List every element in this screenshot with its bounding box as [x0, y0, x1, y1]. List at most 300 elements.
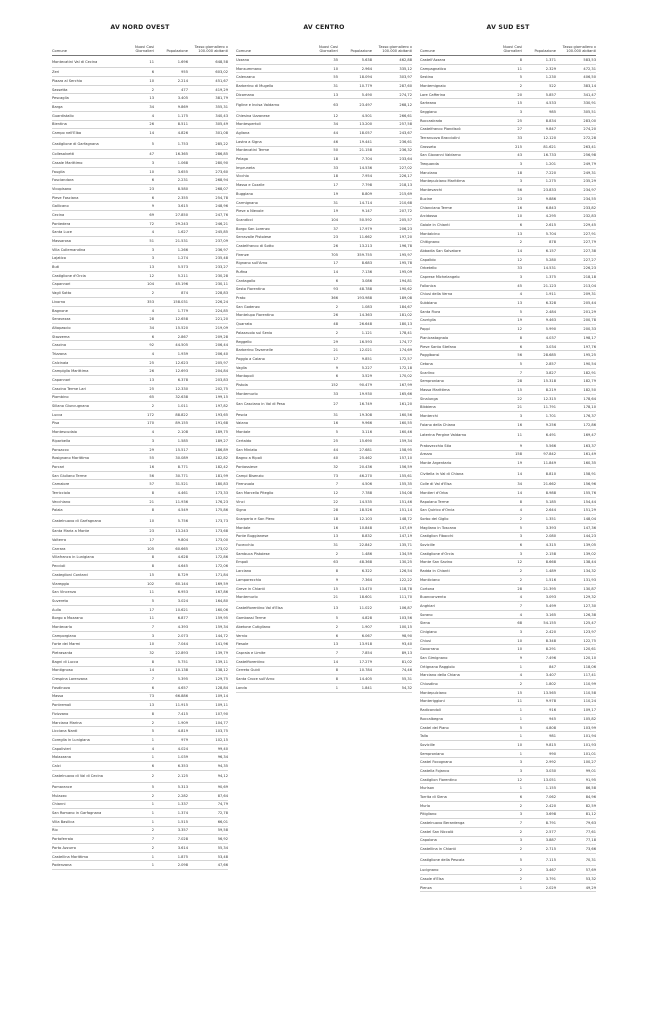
cell-popolazione: 981: [549, 734, 556, 739]
cell-nuovi-casi: 3: [519, 109, 522, 114]
cell-tasso: 274,72: [399, 92, 412, 97]
table-row: [236, 346, 412, 355]
cell-popolazione: 15.520: [175, 325, 188, 330]
table-row: [52, 727, 228, 736]
cell-nuovi-casi: 15: [517, 387, 522, 392]
cell-popolazione: 193.988: [357, 296, 372, 301]
cell-nuovi-casi: 17: [149, 538, 154, 543]
cell-tasso: 101,94: [583, 734, 596, 739]
cell-nuovi-casi: 13: [333, 534, 338, 539]
cell-popolazione: 6.491: [545, 433, 556, 438]
cell-popolazione: 1.068: [177, 160, 188, 165]
cell-comune: Semproniano: [420, 379, 444, 384]
cell-comune: Castiglione d'Orcia: [420, 551, 454, 556]
cell-tasso: 406,50: [583, 75, 596, 80]
cell-nuovi-casi: 18: [333, 517, 338, 521]
cell-comune: Altopascio: [52, 325, 71, 330]
table-row: [420, 442, 596, 451]
table-row: [52, 606, 228, 615]
cell-popolazione: 4.315: [545, 543, 556, 548]
table-row: [52, 77, 228, 86]
cell-tasso: 101,01: [583, 751, 596, 756]
cell-nuovi-casi: 6: [151, 195, 154, 200]
table-row: [420, 837, 596, 846]
cell-tasso: 268,07: [215, 186, 228, 191]
cell-nuovi-casi: 8: [335, 569, 338, 574]
cell-tasso: 215,69: [399, 191, 412, 196]
table-row: [52, 554, 228, 563]
table-row: [52, 762, 228, 771]
cell-nuovi-casi: 7: [335, 651, 338, 656]
cell-tasso: 167,99: [399, 382, 412, 387]
cell-popolazione: 25.462: [359, 456, 372, 461]
cell-popolazione: 11.849: [543, 461, 556, 466]
cell-nuovi-casi: 19: [517, 461, 522, 466]
cell-tasso: 257,58: [399, 122, 412, 127]
cell-comune: Cetona: [420, 361, 433, 366]
cell-popolazione: 14.714: [359, 200, 372, 205]
cell-popolazione: 44.505: [175, 343, 188, 348]
cell-tasso: 135,71: [399, 543, 412, 548]
cell-tasso: 603,02: [215, 70, 228, 75]
cell-comune: Castel del Piano: [420, 725, 449, 730]
cell-nuovi-casi: 44: [333, 447, 338, 452]
cell-tasso: 169,59: [215, 581, 228, 586]
cell-tasso: 303,97: [399, 75, 412, 80]
cell-comune: Calenzano: [236, 75, 255, 80]
cell-tasso: 230,11: [215, 282, 228, 287]
cell-nuovi-casi: 7: [151, 624, 154, 629]
cell-nuovi-casi: 2: [519, 517, 522, 521]
table-row: [52, 411, 228, 420]
table-row: [52, 94, 228, 103]
cell-comune: Castiglione della Pescaia: [420, 857, 465, 862]
cell-tasso: 229,45: [583, 222, 596, 227]
cell-tasso: 174,77: [399, 339, 412, 344]
cell-tasso: 66,01: [217, 819, 228, 824]
table-row: [52, 263, 228, 272]
cell-tasso: 180,83: [215, 482, 228, 487]
cell-comune: Greve in Chianti: [236, 586, 265, 591]
cell-comune: San Casciano in Val di Pesa: [236, 402, 285, 407]
table-row: [52, 597, 228, 606]
cell-comune: Sassetta: [52, 87, 68, 92]
table-row: [236, 199, 412, 208]
cell-comune: Carmignano: [236, 200, 258, 205]
table-row: [236, 294, 412, 303]
cell-tasso: 335,12: [399, 66, 412, 71]
cell-nuovi-casi: 102: [147, 581, 154, 586]
cell-comune: Roccastrada: [420, 118, 443, 123]
cell-tasso: 127,30: [583, 603, 596, 608]
table-row: [236, 207, 412, 216]
cell-tasso: 74,79: [217, 802, 228, 807]
cell-comune: Rosignano Marittimo: [52, 456, 90, 461]
cell-comune: Barga: [52, 104, 63, 109]
table-row: [420, 550, 596, 559]
cell-tasso: 160,56: [399, 412, 412, 417]
table-row: [52, 536, 228, 545]
cell-tasso: 206,44: [215, 343, 228, 348]
cell-comune: Lucca: [52, 412, 63, 417]
cell-tasso: 165,66: [399, 391, 412, 396]
cell-comune: Montescudaio: [52, 430, 78, 435]
cell-nuovi-casi: 4: [151, 230, 154, 235]
cell-nuovi-casi: 14: [517, 471, 522, 476]
cell-comune: Casale Marittimo: [52, 160, 83, 165]
table-row: [236, 480, 412, 489]
cell-popolazione: 3.405: [177, 96, 188, 101]
cell-nuovi-casi: 10: [149, 642, 154, 647]
table-row: [236, 390, 412, 399]
cell-comune: Peccioli: [52, 564, 66, 569]
cell-nuovi-casi: 46: [333, 139, 338, 144]
table-row: [420, 238, 596, 247]
cell-nuovi-casi: 3: [151, 256, 154, 261]
cell-popolazione: 15.517: [175, 447, 188, 452]
table-row: [236, 91, 412, 100]
cell-comune: Scandicci: [236, 217, 253, 222]
cell-comune: San Godenzo: [236, 304, 260, 309]
cell-comune: Montalcino: [420, 231, 440, 236]
cell-comune: Poggibonsi: [420, 353, 440, 358]
cell-tasso: 181,02: [399, 313, 412, 318]
cell-tasso: 77,18: [585, 838, 596, 843]
cell-nuovi-casi: 10: [333, 66, 338, 71]
cell-nuovi-casi: 4: [151, 351, 154, 356]
cell-popolazione: 31.521: [175, 482, 188, 487]
cell-tasso: 236,61: [399, 139, 412, 144]
cell-popolazione: 60.144: [175, 581, 188, 586]
cell-tasso: 70,31: [585, 857, 596, 862]
table-row: [236, 56, 412, 65]
cell-nuovi-casi: 13: [149, 265, 154, 270]
cell-comune: Montignoso: [52, 668, 73, 673]
cell-popolazione: 16.749: [359, 402, 372, 407]
cell-nuovi-casi: 12: [517, 257, 522, 262]
table-row: [420, 498, 596, 507]
cell-tasso: 158,95: [399, 447, 412, 452]
cell-nuovi-casi: 10: [517, 742, 522, 747]
cell-tasso: 55,31: [401, 677, 412, 682]
cell-nuovi-casi: 6: [335, 633, 338, 638]
cell-nuovi-casi: 35: [333, 57, 338, 62]
cell-nuovi-casi: 14: [333, 270, 338, 275]
cell-comune: Pescaglia: [52, 96, 69, 101]
table-row: [236, 129, 412, 138]
cell-nuovi-casi: 6: [519, 344, 522, 349]
cell-popolazione: 12.623: [175, 360, 188, 365]
cell-popolazione: 15.690: [359, 438, 372, 443]
cell-nuovi-casi: 1: [519, 734, 522, 739]
cell-popolazione: 22.893: [175, 651, 188, 656]
cell-popolazione: 13.918: [359, 642, 372, 647]
table-row: [52, 861, 228, 870]
cell-nuovi-casi: 22: [517, 396, 522, 401]
cell-tasso: 111,70: [399, 595, 412, 600]
cell-tasso: 195,97: [399, 252, 412, 257]
cell-comune: Santa Luce: [52, 230, 72, 235]
cell-popolazione: 7.044: [177, 642, 188, 647]
cell-tasso: 226,23: [583, 266, 596, 271]
cell-popolazione: 19.308: [359, 412, 372, 417]
cell-comune: Barberino Tavarnelle: [236, 348, 273, 353]
cell-tasso: 170,02: [399, 374, 412, 379]
table-row: [420, 680, 596, 689]
table-row: [420, 265, 596, 274]
cell-comune: Radicondoli: [420, 708, 441, 713]
cell-tasso: 181,99: [215, 473, 228, 478]
cell-tasso: 272,28: [583, 136, 596, 141]
cell-tasso: 172,06: [215, 564, 228, 569]
cell-tasso: 94,35: [217, 763, 228, 768]
cell-popolazione: 1.274: [177, 256, 188, 261]
cell-comune: Montale: [236, 525, 251, 530]
cell-tasso: 207,72: [399, 209, 412, 214]
cell-tasso: 109,11: [215, 703, 228, 708]
table-row: [236, 446, 412, 455]
cell-comune: Montemurlo: [236, 391, 258, 396]
cell-popolazione: 2.158: [545, 551, 556, 556]
cell-tasso: 159,95: [215, 616, 228, 621]
cell-popolazione: 5.227: [361, 365, 372, 370]
cell-nuovi-casi: 3: [151, 438, 154, 443]
cell-tasso: 254,78: [215, 195, 228, 200]
cell-tasso: 122,22: [399, 577, 412, 582]
table-row: [420, 663, 596, 672]
cell-popolazione: 88.822: [175, 412, 188, 417]
cell-comune: Castiglione d'Orcia: [52, 273, 86, 278]
cell-nuovi-casi: 45: [517, 283, 522, 288]
cell-comune: Casteglioni Contarci: [52, 572, 89, 577]
cell-comune: Pianicastagnaio: [420, 335, 449, 340]
table-row: [420, 377, 596, 386]
cell-tasso: 117,41: [583, 673, 596, 678]
cell-tasso: 173,02: [215, 546, 228, 551]
cell-tasso: 151,29: [583, 508, 596, 513]
cell-popolazione: 4.501: [361, 113, 372, 118]
cell-popolazione: 9.978: [545, 699, 556, 704]
cell-tasso: 249,79: [583, 162, 596, 167]
table-row: [420, 645, 596, 654]
cell-tasso: 266,61: [399, 113, 412, 118]
cell-comune: Fauglia: [52, 169, 65, 174]
header-popolazione: Popolazione: [534, 49, 556, 53]
cell-popolazione: 2.484: [545, 309, 556, 314]
cell-comune: Castiglion Fiorentino: [420, 777, 457, 782]
table-row: [420, 628, 596, 637]
cell-tasso: 273,60: [215, 169, 228, 174]
cell-comune: Aulla: [52, 607, 61, 612]
cell-popolazione: 9.147: [361, 209, 372, 214]
cell-tasso: 128,84: [215, 685, 228, 690]
cell-comune: Montieri d'Orba: [420, 490, 448, 495]
table-row: [420, 715, 596, 724]
table-row: [420, 585, 596, 594]
cell-comune: Caprese Michelangelo: [420, 275, 460, 280]
cell-popolazione: 1.374: [177, 811, 188, 816]
cell-popolazione: 5.704: [545, 231, 556, 236]
table-row: [52, 255, 228, 264]
cell-popolazione: 1.155: [545, 786, 556, 791]
table-row: [236, 286, 412, 295]
cell-popolazione: 8.219: [545, 387, 556, 392]
cell-tasso: 74,46: [401, 668, 412, 673]
cell-comune: Pisa: [52, 421, 60, 426]
cell-tasso: 110,58: [583, 690, 596, 695]
cell-popolazione: 1.011: [177, 404, 188, 409]
cell-comune: Campagnatico: [420, 66, 447, 71]
cell-nuovi-casi: 104: [331, 217, 338, 222]
cell-popolazione: 1.841: [361, 685, 372, 690]
cell-nuovi-casi: 11: [517, 66, 522, 71]
cell-tasso: 139,05: [583, 543, 596, 548]
table-row: [52, 359, 228, 368]
header-comune: Comune: [52, 49, 67, 53]
cell-tasso: 90,69: [217, 785, 228, 790]
cell-nuovi-casi: 17: [149, 607, 154, 612]
table-row: [236, 155, 412, 164]
cell-nuovi-casi: 6: [519, 795, 522, 799]
cell-tasso: 191,68: [215, 421, 228, 426]
cell-tasso: 234,55: [583, 196, 596, 201]
cell-nuovi-casi: 6: [151, 178, 154, 183]
table-row: [52, 489, 228, 498]
table-row: [52, 402, 228, 411]
cell-comune: Marciano della Chiana: [420, 673, 460, 678]
cell-tasso: 219,09: [215, 325, 228, 330]
table-row: [420, 91, 596, 100]
cell-comune: Firenzuola: [236, 482, 255, 487]
cell-nuovi-casi: 12: [333, 490, 338, 495]
cell-comune: Cecina: [52, 212, 65, 217]
cell-popolazione: 3.791: [545, 876, 556, 881]
cell-nuovi-casi: 10: [517, 647, 522, 652]
cell-comune: Montevarchi: [420, 188, 443, 193]
cell-tasso: 243,67: [399, 131, 412, 136]
table-row: [52, 736, 228, 745]
cell-comune: Capolona: [420, 838, 437, 843]
cell-popolazione: 2.080: [545, 534, 556, 539]
cell-tasso: 120,10: [583, 656, 596, 660]
table-row: [236, 364, 412, 373]
cell-comune: Pitigliano: [420, 812, 437, 817]
cell-tasso: 236,32: [399, 148, 412, 153]
cell-tasso: 226,24: [215, 299, 228, 304]
table-row: [236, 233, 412, 242]
cell-popolazione: 985: [549, 109, 556, 114]
table-row: [420, 195, 596, 204]
cell-nuovi-casi: 31: [333, 412, 338, 417]
cell-popolazione: 1.351: [545, 517, 556, 521]
table-row: [236, 602, 412, 614]
cell-popolazione: 45.196: [175, 282, 188, 287]
cell-popolazione: 54.155: [543, 621, 556, 626]
cell-popolazione: 11.022: [359, 605, 372, 610]
cell-popolazione: 16.365: [175, 152, 188, 157]
table-row: [52, 220, 228, 229]
cell-nuovi-casi: 4: [519, 595, 522, 600]
cell-comune: Larciano: [236, 569, 252, 574]
cell-tasso: 184,67: [399, 304, 412, 309]
cell-tasso: 233,27: [215, 265, 228, 270]
cell-nuovi-casi: 3: [519, 629, 522, 634]
cell-tasso: 147,49: [399, 525, 412, 530]
table-row: [420, 317, 596, 326]
cell-popolazione: 5.211: [177, 273, 188, 278]
cell-tasso: 247,76: [215, 212, 228, 217]
cell-popolazione: 66.886: [175, 694, 188, 699]
cell-comune: Campi Bisenzio: [236, 473, 264, 478]
cell-nuovi-casi: 2: [151, 404, 154, 409]
cell-tasso: 189,27: [215, 438, 228, 443]
cell-nuovi-casi: 1: [519, 885, 522, 890]
cell-tasso: 182,79: [583, 379, 596, 384]
table-row: [52, 324, 228, 333]
cell-popolazione: 1.779: [177, 308, 188, 313]
cell-comune: Piombino: [52, 395, 69, 400]
cell-nuovi-casi: 19: [333, 209, 338, 214]
cell-nuovi-casi: 3: [519, 812, 522, 817]
cell-tasso: 103,56: [399, 616, 412, 621]
cell-nuovi-casi: 13: [517, 301, 522, 306]
cell-popolazione: 7.704: [361, 157, 372, 162]
table-row: [236, 399, 412, 411]
table-row: [420, 386, 596, 395]
cell-popolazione: 18.526: [359, 508, 372, 513]
cell-tasso: 118,78: [399, 586, 412, 591]
cell-comune: Monteriggioni: [420, 699, 445, 704]
cell-nuovi-casi: 6: [151, 763, 154, 768]
table-row: [236, 632, 412, 641]
cell-nuovi-casi: 16: [333, 421, 338, 426]
cell-nuovi-casi: 2: [519, 868, 522, 873]
table-header: [52, 36, 228, 56]
cell-popolazione: 4.628: [177, 555, 188, 560]
cell-nuovi-casi: 21: [149, 499, 154, 504]
cell-tasso: 120,61: [583, 647, 596, 652]
cell-popolazione: 878: [549, 240, 556, 245]
cell-popolazione: 7.220: [545, 170, 556, 175]
cell-popolazione: 2.420: [545, 629, 556, 634]
cell-popolazione: 50.592: [359, 217, 372, 222]
cell-comune: Castelfiorentino Val d'Elsa: [236, 605, 283, 610]
cell-tasso: 285,22: [215, 141, 228, 146]
cell-comune: Piazza al Serchio: [52, 78, 83, 83]
cell-tasso: 237,09: [215, 239, 228, 243]
cell-nuovi-casi: 22: [333, 499, 338, 504]
cell-nuovi-casi: 13: [333, 605, 338, 610]
header-nuovi-casi: Nuovi Casi Giornalieri: [318, 45, 338, 53]
cell-popolazione: 5.490: [361, 92, 372, 97]
cell-comune: Montopoli: [236, 374, 254, 379]
cell-nuovi-casi: 4: [151, 430, 154, 435]
table-row: [420, 567, 596, 576]
cell-comune: Pienza: [420, 885, 432, 890]
cell-comune: Pratovecchio Stia: [420, 443, 452, 448]
cell-comune: Chianciano Terme: [420, 205, 452, 210]
cell-tasso: 147,19: [399, 534, 412, 539]
cell-popolazione: 23.497: [359, 103, 372, 108]
cell-tasso: 109,14: [215, 694, 228, 699]
cell-tasso: 419,29: [215, 87, 228, 92]
table-row: [52, 211, 228, 220]
cell-comune: Gaiole in Chianti: [420, 222, 450, 227]
table-row: [236, 225, 412, 234]
cell-nuovi-casi: 353: [147, 299, 154, 304]
cell-tasso: 148,04: [583, 517, 596, 521]
cell-comune: San Giuliano Terme: [52, 473, 87, 478]
